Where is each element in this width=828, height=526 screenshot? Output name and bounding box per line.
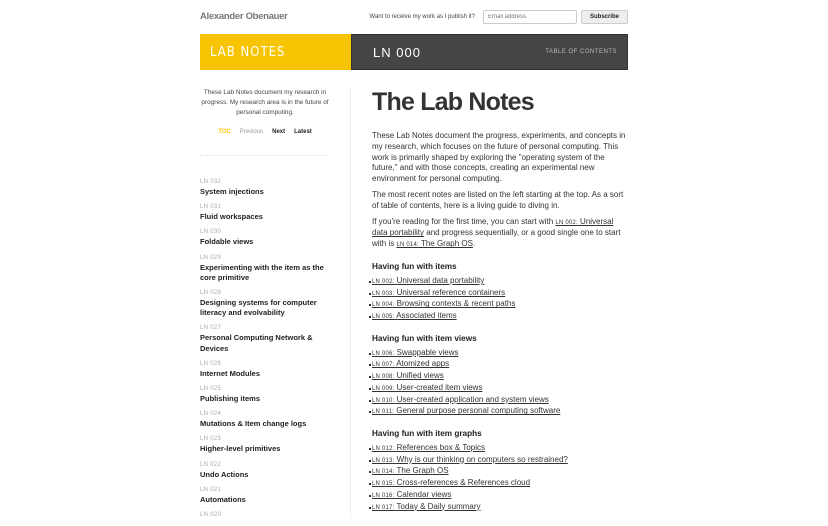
list-item <box>372 406 628 418</box>
list-item <box>372 359 628 371</box>
list-item <box>372 311 628 323</box>
sidebar-note[interactable] <box>200 410 330 429</box>
note-link[interactable] <box>372 395 549 404</box>
code: LN 006: <box>372 350 395 357</box>
link-text: Atomized apps <box>396 359 450 369</box>
sidebar-intro: These Lab Notes document my research in progress. My research area is in the future of personal computing. <box>201 89 329 116</box>
link-text: Why is our thinking on computers so restrained? <box>396 454 568 464</box>
code: LN 004: <box>372 302 395 309</box>
paragraph: The most recent notes are listed on the left starting at the top. As a sort of table of contents, here is a living guide to diving in. <box>372 189 624 210</box>
code: LN 014: <box>372 469 395 476</box>
note-link[interactable] <box>372 383 482 392</box>
section-title[interactable]: LAB NOTES <box>200 34 351 70</box>
note-link[interactable] <box>372 502 481 511</box>
link-text: Universal data portability <box>396 275 485 285</box>
subscribe-button[interactable]: Subscribe <box>581 10 628 24</box>
list-item <box>372 443 628 455</box>
note-title: Experimenting with the item as the core primitive <box>200 262 324 282</box>
code: LN 016: <box>372 492 395 499</box>
link-text: Swappable views <box>396 347 459 357</box>
code: LN 014: <box>396 242 419 249</box>
code: LN 007: <box>372 362 395 369</box>
note-label: LN 031 <box>200 204 222 211</box>
subscribe-prompt: Want to receive my work as I publish it? <box>369 13 475 20</box>
note-title: Fluid workspaces <box>200 212 263 222</box>
link-text: Calendar views <box>396 489 452 499</box>
sidebar-note[interactable] <box>200 486 330 505</box>
column-divider <box>350 88 351 518</box>
nav-previous[interactable]: Previous <box>239 129 264 135</box>
code: LN 002: <box>555 219 578 226</box>
nav-toc[interactable]: TOC <box>218 129 231 135</box>
note-title: Foldable views <box>200 237 254 247</box>
link-text: Unified views <box>396 371 444 381</box>
note-label: LN 027 <box>200 325 222 332</box>
sidebar-note[interactable] <box>200 360 330 379</box>
sidebar-note[interactable] <box>200 324 330 353</box>
list-item <box>372 478 628 490</box>
sidebar-note[interactable] <box>200 203 330 222</box>
section-list <box>372 443 628 513</box>
note-label: LN 024 <box>200 411 222 418</box>
note-title: Mutations & Item change logs <box>200 419 307 429</box>
code: LN 013: <box>372 457 395 464</box>
divider <box>200 155 330 156</box>
link-text: User-created item views <box>396 382 483 392</box>
list-item <box>372 502 628 514</box>
note-link[interactable] <box>372 359 449 368</box>
sidebar-note[interactable] <box>200 289 330 318</box>
list-item <box>372 395 628 407</box>
site-brand[interactable]: Alexander Obenauer <box>200 11 288 22</box>
note-link[interactable] <box>372 311 457 320</box>
note-link[interactable] <box>372 299 515 308</box>
link-text: Browsing contexts & recent paths <box>396 299 516 309</box>
list-item <box>372 455 628 467</box>
link-text: Cross-references & References cloud <box>396 478 531 488</box>
list-item <box>372 276 628 288</box>
section-heading: Having fun with item views <box>372 333 477 343</box>
note-link[interactable] <box>372 348 458 357</box>
sections <box>372 262 628 513</box>
note-number: LN 000 <box>373 44 421 60</box>
note-label: LN 028 <box>200 290 222 297</box>
link-text: Universal data portability <box>372 216 614 238</box>
sidebar-note[interactable] <box>200 385 330 404</box>
link-text: General purpose personal computing software <box>396 406 561 416</box>
note-link[interactable] <box>372 443 485 452</box>
note-label: LN 021 <box>200 486 222 493</box>
note-link[interactable] <box>372 490 451 499</box>
code: LN 015: <box>372 481 395 488</box>
note-title: System injections <box>200 187 264 196</box>
note-title: Designing systems for computer literacy and evolvability <box>200 298 317 318</box>
banner <box>200 34 628 70</box>
note-label: LN 025 <box>200 386 222 393</box>
link-text: The Graph OS <box>396 466 449 476</box>
notes-list <box>200 178 330 520</box>
note-link[interactable] <box>372 288 505 297</box>
email-input[interactable] <box>483 10 577 24</box>
link-text: Universal reference containers <box>396 287 506 297</box>
link-text: Associated items <box>396 311 457 321</box>
paragraph: These Lab Notes document the progress, experiments, and concepts in my research, which focuses on the future of personal computing. This work is primarily shaped by exploring the "operating system of the future," and with those concepts, creating an experimental new environment for personal computing. <box>372 131 626 184</box>
note-label: LN 022 <box>200 461 222 468</box>
sidebar-note[interactable] <box>200 178 330 197</box>
list-item <box>372 299 628 311</box>
note-link[interactable] <box>372 276 484 285</box>
link-text: The Graph OS <box>418 239 473 249</box>
code: LN 012: <box>372 446 395 452</box>
sidebar-note[interactable] <box>200 228 330 247</box>
note-link[interactable] <box>372 406 560 415</box>
paragraph <box>372 217 628 251</box>
section-heading: Having fun with item graphs <box>372 429 482 438</box>
sidebar-note[interactable] <box>200 461 330 480</box>
sidebar-note[interactable] <box>200 254 330 283</box>
sidebar <box>200 88 330 526</box>
note-title: Internet Modules <box>200 368 261 378</box>
text: and progress sequentially, or a good single one to start with is <box>372 228 621 249</box>
code: LN 002: <box>372 278 395 285</box>
list-item <box>372 348 628 360</box>
note-title: Undo Actions <box>200 469 249 479</box>
note-label: LN 023 <box>200 436 222 443</box>
note-title: Publishing items <box>200 394 261 404</box>
nav-next[interactable]: Next <box>272 129 286 135</box>
list-item <box>372 371 628 383</box>
link-text: References box & Topics <box>396 443 485 452</box>
note-label: LN 032 <box>200 179 222 185</box>
toc-label: TABLE OF CONTENTS <box>545 49 617 55</box>
code: LN 010: <box>372 397 395 404</box>
note-title: Higher-level primitives <box>200 444 281 454</box>
note-link[interactable] <box>372 455 568 464</box>
top-bar <box>200 8 628 25</box>
code: LN 017: <box>372 504 395 511</box>
section-heading: Having fun with items <box>372 261 457 271</box>
note-label: LN 029 <box>200 254 222 261</box>
note-nav <box>200 129 330 135</box>
list-item <box>372 288 628 300</box>
nav-latest[interactable]: Latest <box>294 129 312 135</box>
note-title: Personal Computing Network & Devices <box>200 333 313 353</box>
note-link[interactable] <box>372 466 449 475</box>
text: If you're reading for the first time, you can start with <box>372 216 556 226</box>
note-title: Automations <box>200 494 246 504</box>
note-link[interactable] <box>372 478 530 487</box>
main-content <box>372 86 628 513</box>
code: LN 009: <box>372 385 395 392</box>
sidebar-note[interactable] <box>200 511 330 520</box>
code: LN 005: <box>372 314 395 321</box>
note-label: LN 030 <box>200 229 222 236</box>
list-item <box>372 383 628 395</box>
sidebar-note[interactable] <box>200 435 330 454</box>
page-title: The Lab Notes <box>372 88 534 116</box>
text: . <box>472 239 476 249</box>
note-label: LN 026 <box>200 360 222 367</box>
note-link[interactable] <box>372 371 444 380</box>
link-text: Today & Daily summary <box>396 501 481 511</box>
link-text: User-created application and system views <box>396 394 549 404</box>
section-list <box>372 276 628 323</box>
note-header <box>351 34 628 70</box>
code: LN 003: <box>372 290 395 297</box>
section-list <box>372 348 628 418</box>
note-label: LN 020 <box>200 512 222 519</box>
list-item <box>372 466 628 478</box>
code: LN 008: <box>372 374 395 381</box>
list-item <box>372 490 628 502</box>
link-ln014[interactable] <box>396 239 476 249</box>
code: LN 011: <box>372 409 394 416</box>
